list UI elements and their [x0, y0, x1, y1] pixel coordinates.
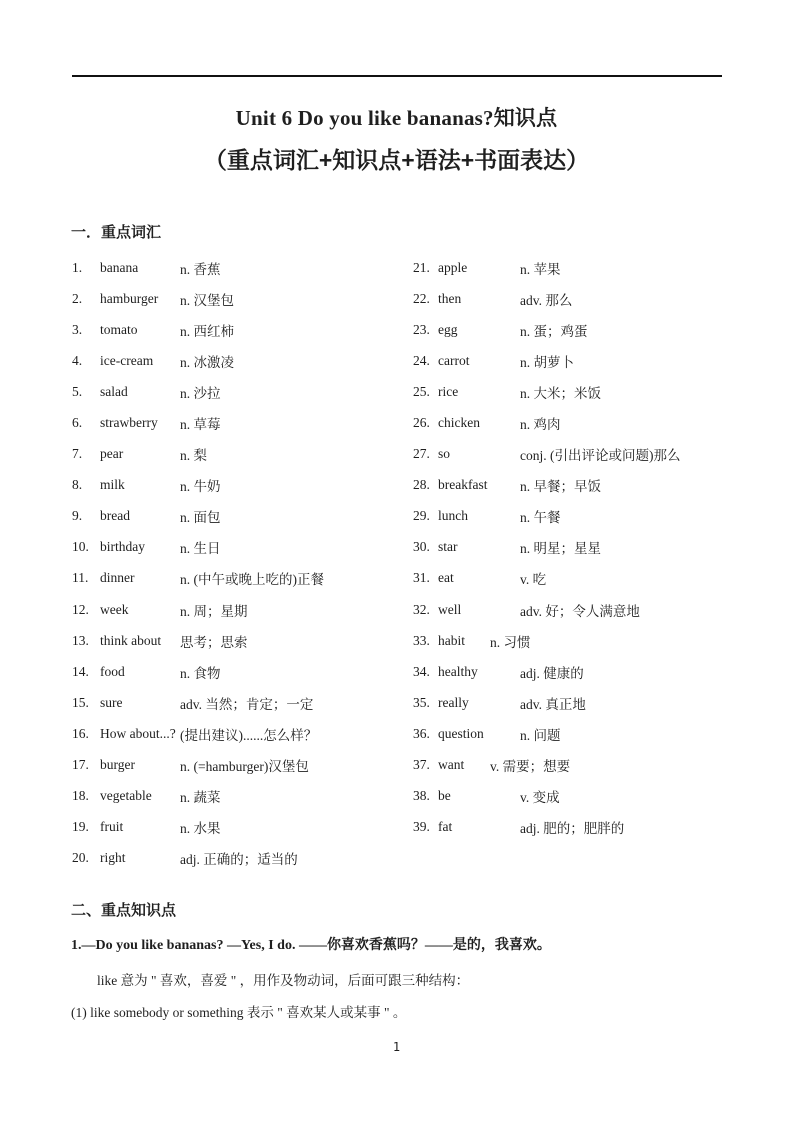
vocab-row: [72, 812, 414, 843]
vocab-word: fat: [438, 819, 453, 835]
vocab-definition: adv. 当然；肯定；一定: [180, 696, 314, 712]
vocab-definition: adj. 健康的: [520, 665, 584, 681]
vocab-definition: n. 明星；星星: [520, 541, 601, 557]
vocab-row: [413, 750, 781, 781]
vocab-row: [413, 625, 781, 656]
vocab-number: 3.: [72, 321, 83, 337]
vocab-definition: n. 冰激凌: [180, 354, 234, 370]
vocab-word: star: [438, 539, 458, 555]
vocab-definition: n. 蛋；鸡蛋: [520, 323, 588, 339]
vocab-column-left: [72, 252, 414, 874]
vocab-number: 11.: [72, 570, 89, 586]
vocab-definition: n. (中午或晚上吃的)正餐: [180, 572, 324, 588]
vocab-number: 4.: [72, 352, 83, 368]
vocab-definition: adv. 那么: [520, 292, 573, 308]
vocab-row: [413, 376, 781, 407]
vocab-word: fruit: [100, 819, 124, 835]
vocab-word: be: [438, 788, 451, 804]
vocab-number: 31.: [413, 570, 430, 586]
vocab-number: 15.: [72, 694, 89, 710]
knowledge-line-like-explanation: like 意为 " 喜欢，喜爱 " ，用作及物动词，后面可跟三种结构：: [97, 973, 470, 988]
vocab-definition: v. 吃: [520, 572, 547, 588]
vocab-number: 23.: [413, 321, 430, 337]
vocab-definition: n. 胡萝卜: [520, 354, 574, 370]
vocab-section-heading: 一．重点词汇: [71, 224, 162, 241]
vocab-number: 26.: [413, 415, 430, 431]
vocab-number: 19.: [72, 819, 89, 835]
vocab-definition: n. 食物: [180, 665, 221, 681]
vocab-word: really: [438, 694, 469, 710]
vocab-number: 8.: [72, 477, 83, 493]
vocab-definition: n. 苹果: [520, 261, 561, 277]
vocab-number: 39.: [413, 819, 430, 835]
vocab-word: rice: [438, 383, 459, 399]
vocab-word: right: [100, 850, 126, 866]
vocab-word: then: [438, 290, 462, 306]
vocab-row: [413, 252, 781, 283]
vocab-word: dinner: [100, 570, 135, 586]
vocab-definition: n. 沙拉: [180, 385, 221, 401]
vocab-row: [413, 501, 781, 532]
vocab-number: 33.: [413, 632, 430, 648]
vocab-definition: conj. (引出评论或问题)那么: [520, 448, 681, 464]
knowledge-section-heading: 二、重点知识点: [71, 902, 177, 919]
vocab-row: [72, 843, 414, 874]
vocab-row: [413, 439, 781, 470]
knowledge-point-title: 1.—Do you like bananas? —Yes, I do. ——你喜欢香蕉吗？——是的，我喜欢。: [71, 938, 551, 953]
knowledge-line-structure-1: (1) like somebody or something 表示 " 喜欢某人或某事 " 。: [71, 1005, 407, 1020]
vocab-row: [72, 376, 414, 407]
vocab-row: [72, 283, 414, 314]
vocab-row: [413, 718, 781, 749]
vocab-definition: n. 梨: [180, 448, 207, 464]
vocab-word: eat: [438, 570, 454, 586]
vocab-definition: n. 蔬菜: [180, 790, 221, 806]
vocab-definition: n. 早餐；早饭: [520, 479, 601, 495]
vocab-row: [413, 812, 781, 843]
vocab-word: ice-cream: [100, 352, 154, 368]
vocab-row: [72, 439, 414, 470]
vocab-word: food: [100, 663, 125, 679]
vocab-number: 25.: [413, 383, 430, 399]
vocab-number: 21.: [413, 259, 430, 275]
vocab-row: [72, 532, 414, 563]
vocab-definition: adv. 好；令人满意地: [520, 603, 640, 619]
vocab-row: [413, 563, 781, 594]
vocab-word: burger: [100, 757, 135, 773]
vocab-number: 12.: [72, 601, 89, 617]
vocab-number: 28.: [413, 477, 430, 493]
header-rule: [72, 75, 722, 77]
vocab-word: birthday: [100, 539, 145, 555]
vocab-number: 7.: [72, 446, 83, 462]
vocab-column-right: [413, 252, 781, 843]
vocab-definition: n. 问题: [520, 727, 561, 743]
vocab-row: [72, 563, 414, 594]
vocab-number: 20.: [72, 850, 89, 866]
vocab-number: 14.: [72, 663, 89, 679]
page-number: 1: [392, 1040, 401, 1054]
vocab-row: [72, 252, 414, 283]
vocab-definition: v. 变成: [520, 790, 560, 806]
vocab-number: 32.: [413, 601, 430, 617]
vocab-definition: adv. 真正地: [520, 696, 586, 712]
vocab-number: 17.: [72, 757, 89, 773]
vocab-row: [72, 656, 414, 687]
vocab-number: 30.: [413, 539, 430, 555]
vocab-row: [72, 750, 414, 781]
vocab-definition: n. 草莓: [180, 417, 221, 433]
vocab-row: [413, 470, 781, 501]
vocab-word: lunch: [438, 508, 468, 524]
vocab-number: 6.: [72, 415, 83, 431]
vocab-word: banana: [100, 259, 139, 275]
vocab-number: 9.: [72, 508, 83, 524]
vocab-row: [72, 594, 414, 625]
vocab-number: 35.: [413, 694, 430, 710]
vocab-definition: (提出建议)......怎么样？: [180, 727, 318, 743]
vocab-word: question: [438, 725, 484, 741]
vocab-number: 27.: [413, 446, 430, 462]
vocab-row: [413, 345, 781, 376]
vocab-number: 18.: [72, 788, 89, 804]
vocab-definition: n. 水果: [180, 821, 221, 837]
vocab-word: egg: [438, 321, 458, 337]
vocab-number: 22.: [413, 290, 430, 306]
vocab-word: well: [438, 601, 462, 617]
vocab-definition: adj. 肥的；肥胖的: [520, 821, 625, 837]
vocab-word: pear: [100, 446, 124, 462]
vocab-word: vegetable: [100, 788, 152, 804]
vocab-row: [413, 594, 781, 625]
vocab-definition: n. (=hamburger)汉堡包: [180, 759, 309, 775]
vocab-word: chicken: [438, 415, 480, 431]
vocab-word: hamburger: [100, 290, 159, 306]
vocab-word: breakfast: [438, 477, 488, 493]
vocab-word: bread: [100, 508, 130, 524]
vocab-number: 38.: [413, 788, 430, 804]
vocab-word: week: [100, 601, 129, 617]
vocab-definition: n. 西红柿: [180, 323, 234, 339]
vocab-word: sure: [100, 694, 123, 710]
vocab-definition: v. 需要；想要: [490, 759, 571, 775]
vocab-definition: n. 面包: [180, 510, 221, 526]
vocab-word: think about: [100, 632, 162, 648]
vocab-number: 16.: [72, 725, 89, 741]
vocab-definition: n. 鸡肉: [520, 417, 561, 433]
vocab-number: 5.: [72, 383, 83, 399]
page-subtitle: （重点词汇+知识点+语法+书面表达）: [203, 147, 590, 173]
vocab-word: How about...?: [100, 725, 176, 741]
vocab-number: 13.: [72, 632, 89, 648]
vocab-row: [72, 407, 414, 438]
vocab-row: [413, 532, 781, 563]
vocab-word: strawberry: [100, 415, 158, 431]
vocab-number: 36.: [413, 725, 430, 741]
vocab-definition: 思考；思索: [180, 634, 248, 650]
vocab-row: [72, 781, 414, 812]
vocab-number: 1.: [72, 259, 83, 275]
vocab-definition: n. 习惯: [490, 634, 531, 650]
vocab-word: apple: [438, 259, 468, 275]
vocab-number: 29.: [413, 508, 430, 524]
vocab-row: [413, 687, 781, 718]
vocab-definition: n. 汉堡包: [180, 292, 234, 308]
vocab-definition: n. 周；星期: [180, 603, 248, 619]
vocab-number: 2.: [72, 290, 83, 306]
vocab-word: healthy: [438, 663, 478, 679]
vocab-word: carrot: [438, 352, 470, 368]
vocab-definition: n. 香蕉: [180, 261, 221, 277]
page-title: Unit 6 Do you like bananas?知识点: [235, 106, 558, 130]
vocab-row: [413, 656, 781, 687]
vocab-row: [72, 470, 414, 501]
vocab-definition: n. 午餐: [520, 510, 561, 526]
vocab-row: [72, 314, 414, 345]
vocab-number: 10.: [72, 539, 89, 555]
vocab-word: tomato: [100, 321, 138, 337]
vocab-row: [413, 781, 781, 812]
vocab-row: [72, 345, 414, 376]
vocab-definition: n. 生日: [180, 541, 221, 557]
vocab-word: salad: [100, 383, 128, 399]
vocab-word: so: [438, 446, 451, 462]
vocab-definition: n. 大米；米饭: [520, 385, 601, 401]
vocab-row: [72, 718, 414, 749]
vocab-definition: adj. 正确的；适当的: [180, 852, 298, 868]
vocab-row: [72, 501, 414, 532]
vocab-number: 24.: [413, 352, 430, 368]
vocab-row: [413, 283, 781, 314]
vocab-row: [413, 314, 781, 345]
vocab-row: [72, 625, 414, 656]
vocab-number: 34.: [413, 663, 430, 679]
vocab-definition: n. 牛奶: [180, 479, 221, 495]
vocab-word: want: [438, 757, 465, 773]
vocab-number: 37.: [413, 757, 430, 773]
vocab-row: [413, 407, 781, 438]
vocab-row: [72, 687, 414, 718]
vocab-word: milk: [100, 477, 125, 493]
vocab-word: habit: [438, 632, 465, 648]
